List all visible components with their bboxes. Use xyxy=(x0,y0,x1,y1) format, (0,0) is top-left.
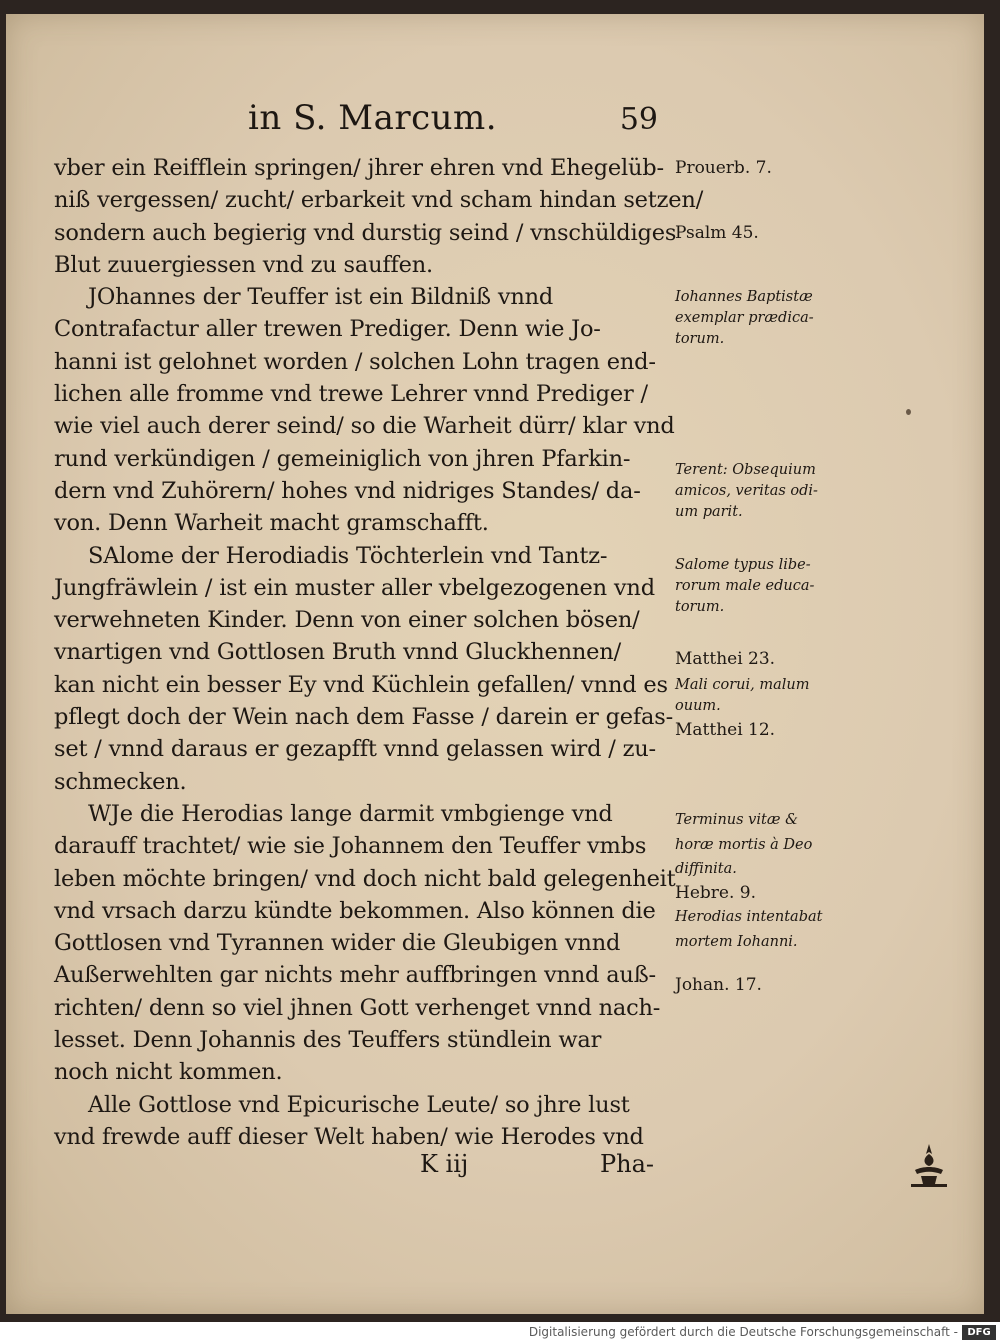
text-line: Contrafactur aller trewen Prediger. Denn wie Jo- xyxy=(54,316,601,343)
text-line: Gottlosen vnd Tyrannen wider die Gleubigen vnnd xyxy=(54,930,621,957)
text-line: Jungfräwlein / ist ein muster aller vbelgezogenen vnd xyxy=(54,574,655,601)
text-line: lesset. Denn Johannis des Teuffers stündlein war xyxy=(54,1027,602,1054)
text-line: rund verkündigen / gemeiniglich von jhren Pfarkin- xyxy=(54,445,631,472)
margin-notes xyxy=(675,0,975,1300)
page-number: 59 xyxy=(619,102,658,137)
margin-note: torum. xyxy=(675,331,725,348)
text-line: noch nicht kommen. xyxy=(54,1059,283,1086)
signature-mark: K iij xyxy=(420,1150,469,1178)
page-footer xyxy=(420,1150,780,1200)
text-line: pflegt doch der Wein nach dem Fasse / darein er gefas- xyxy=(54,704,674,731)
text-line: Blut zuuergiessen vnd zu sauffen. xyxy=(54,251,434,278)
margin-note: Hebre. 9. xyxy=(675,883,756,904)
text-line: verwehneten Kinder. Denn von einer solchen bösen/ xyxy=(54,607,640,634)
text-line: Alle Gottlose vnd Epicurische Leute/ so jhre lust xyxy=(88,1091,630,1118)
text-line: Außerwehlten gar nichts mehr auffbringen vnnd auß- xyxy=(54,962,656,989)
running-head: in S. Marcum. xyxy=(248,98,498,138)
margin-note: Herodias intentabat xyxy=(675,909,823,926)
text-line: vnartigen vnd Gottlosen Bruth vnnd Gluckhennen/ xyxy=(54,639,621,666)
margin-note: ouum. xyxy=(675,697,721,714)
margin-note: mortem Iohanni. xyxy=(675,933,798,950)
text-line: richten/ denn so viel jhnen Gott verhenget vnnd nach- xyxy=(54,994,661,1021)
margin-note: Mali corui, malum xyxy=(675,676,810,693)
margin-note: um parit. xyxy=(675,503,743,520)
margin-note: Psalm 45. xyxy=(675,222,759,243)
catchword: Pha- xyxy=(600,1150,655,1178)
text-line: vnd frewde auff dieser Welt haben/ wie Herodes vnd xyxy=(54,1123,644,1150)
margin-note: exemplar prædica- xyxy=(675,310,814,327)
margin-note: Iohannes Baptistæ xyxy=(675,289,813,306)
margin-note: Matthei 23. xyxy=(675,648,776,669)
dfg-logo: DFG xyxy=(962,1325,996,1340)
margin-note: diffinita. xyxy=(675,860,737,877)
text-line: set / vnnd daraus er gezapfft vnnd gelassen wird / zu- xyxy=(54,736,656,763)
text-line: vnd vrsach darzu kündte bekommen. Also können die xyxy=(54,897,656,924)
text-line: dern vnd Zuhörern/ hohes vnd nidriges Standes/ da- xyxy=(54,477,641,504)
text-line: sondern auch begierig vnd durstig seind / vnschüldiges xyxy=(54,219,677,246)
text-line: WJe die Herodias lange darmit vmbgienge vnd xyxy=(88,800,613,827)
text-line: wie viel auch derer seind/ so die Warheit dürr/ klar vnd xyxy=(54,413,675,440)
credit-text: Digitalisierung gefördert durch die Deutsche Forschungsgemeinschaft - xyxy=(528,1325,958,1339)
margin-note: Terent: Obsequium xyxy=(675,462,816,478)
page-header xyxy=(248,98,668,148)
margin-note: Prouerb. 7. xyxy=(675,158,772,178)
text-line: schmecken. xyxy=(54,768,187,795)
margin-note: Johan. 17. xyxy=(675,975,762,996)
text-line: von. Denn Warheit macht gramschafft. xyxy=(54,510,489,537)
margin-note: Matthei 12. xyxy=(675,720,776,741)
text-line: leben möchte bringen/ vnd doch nicht bald gelegenheit xyxy=(54,865,676,892)
text-line: lichen alle fromme vnd trewe Lehrer vnnd Prediger / xyxy=(54,381,648,408)
text-line: vber ein Reifflein springen/ jhrer ehren vnd Ehegelüb- xyxy=(54,155,664,181)
margin-note: rorum male educa- xyxy=(675,578,815,595)
text-line: kan nicht ein besser Ey vnd Küchlein gefallen/ vnnd es xyxy=(54,671,668,698)
margin-note: torum. xyxy=(675,599,725,616)
margin-note: horæ mortis à Deo xyxy=(675,836,813,853)
margin-note: amicos, veritas odi- xyxy=(675,483,818,499)
margin-note: Salome typus libe- xyxy=(675,557,811,574)
credit-bar xyxy=(0,1322,1000,1343)
margin-note: Terminus vitæ & xyxy=(675,812,798,829)
text-line: JOhannes der Teuffer ist ein Bildniß vnnd xyxy=(88,284,554,311)
text-line: darauff trachtet/ wie sie Johannem den Teuffer vmbs xyxy=(54,833,647,860)
text-line: niß vergessen/ zucht/ erbarkeit vnd scham hindan setzen/ xyxy=(54,187,704,214)
ornament-icon xyxy=(905,1140,953,1190)
text-line: hanni ist gelohnet worden / solchen Lohn tragen end- xyxy=(54,348,656,375)
text-line: SAlome der Herodiadis Töchterlein vnd Tantz- xyxy=(88,542,608,569)
